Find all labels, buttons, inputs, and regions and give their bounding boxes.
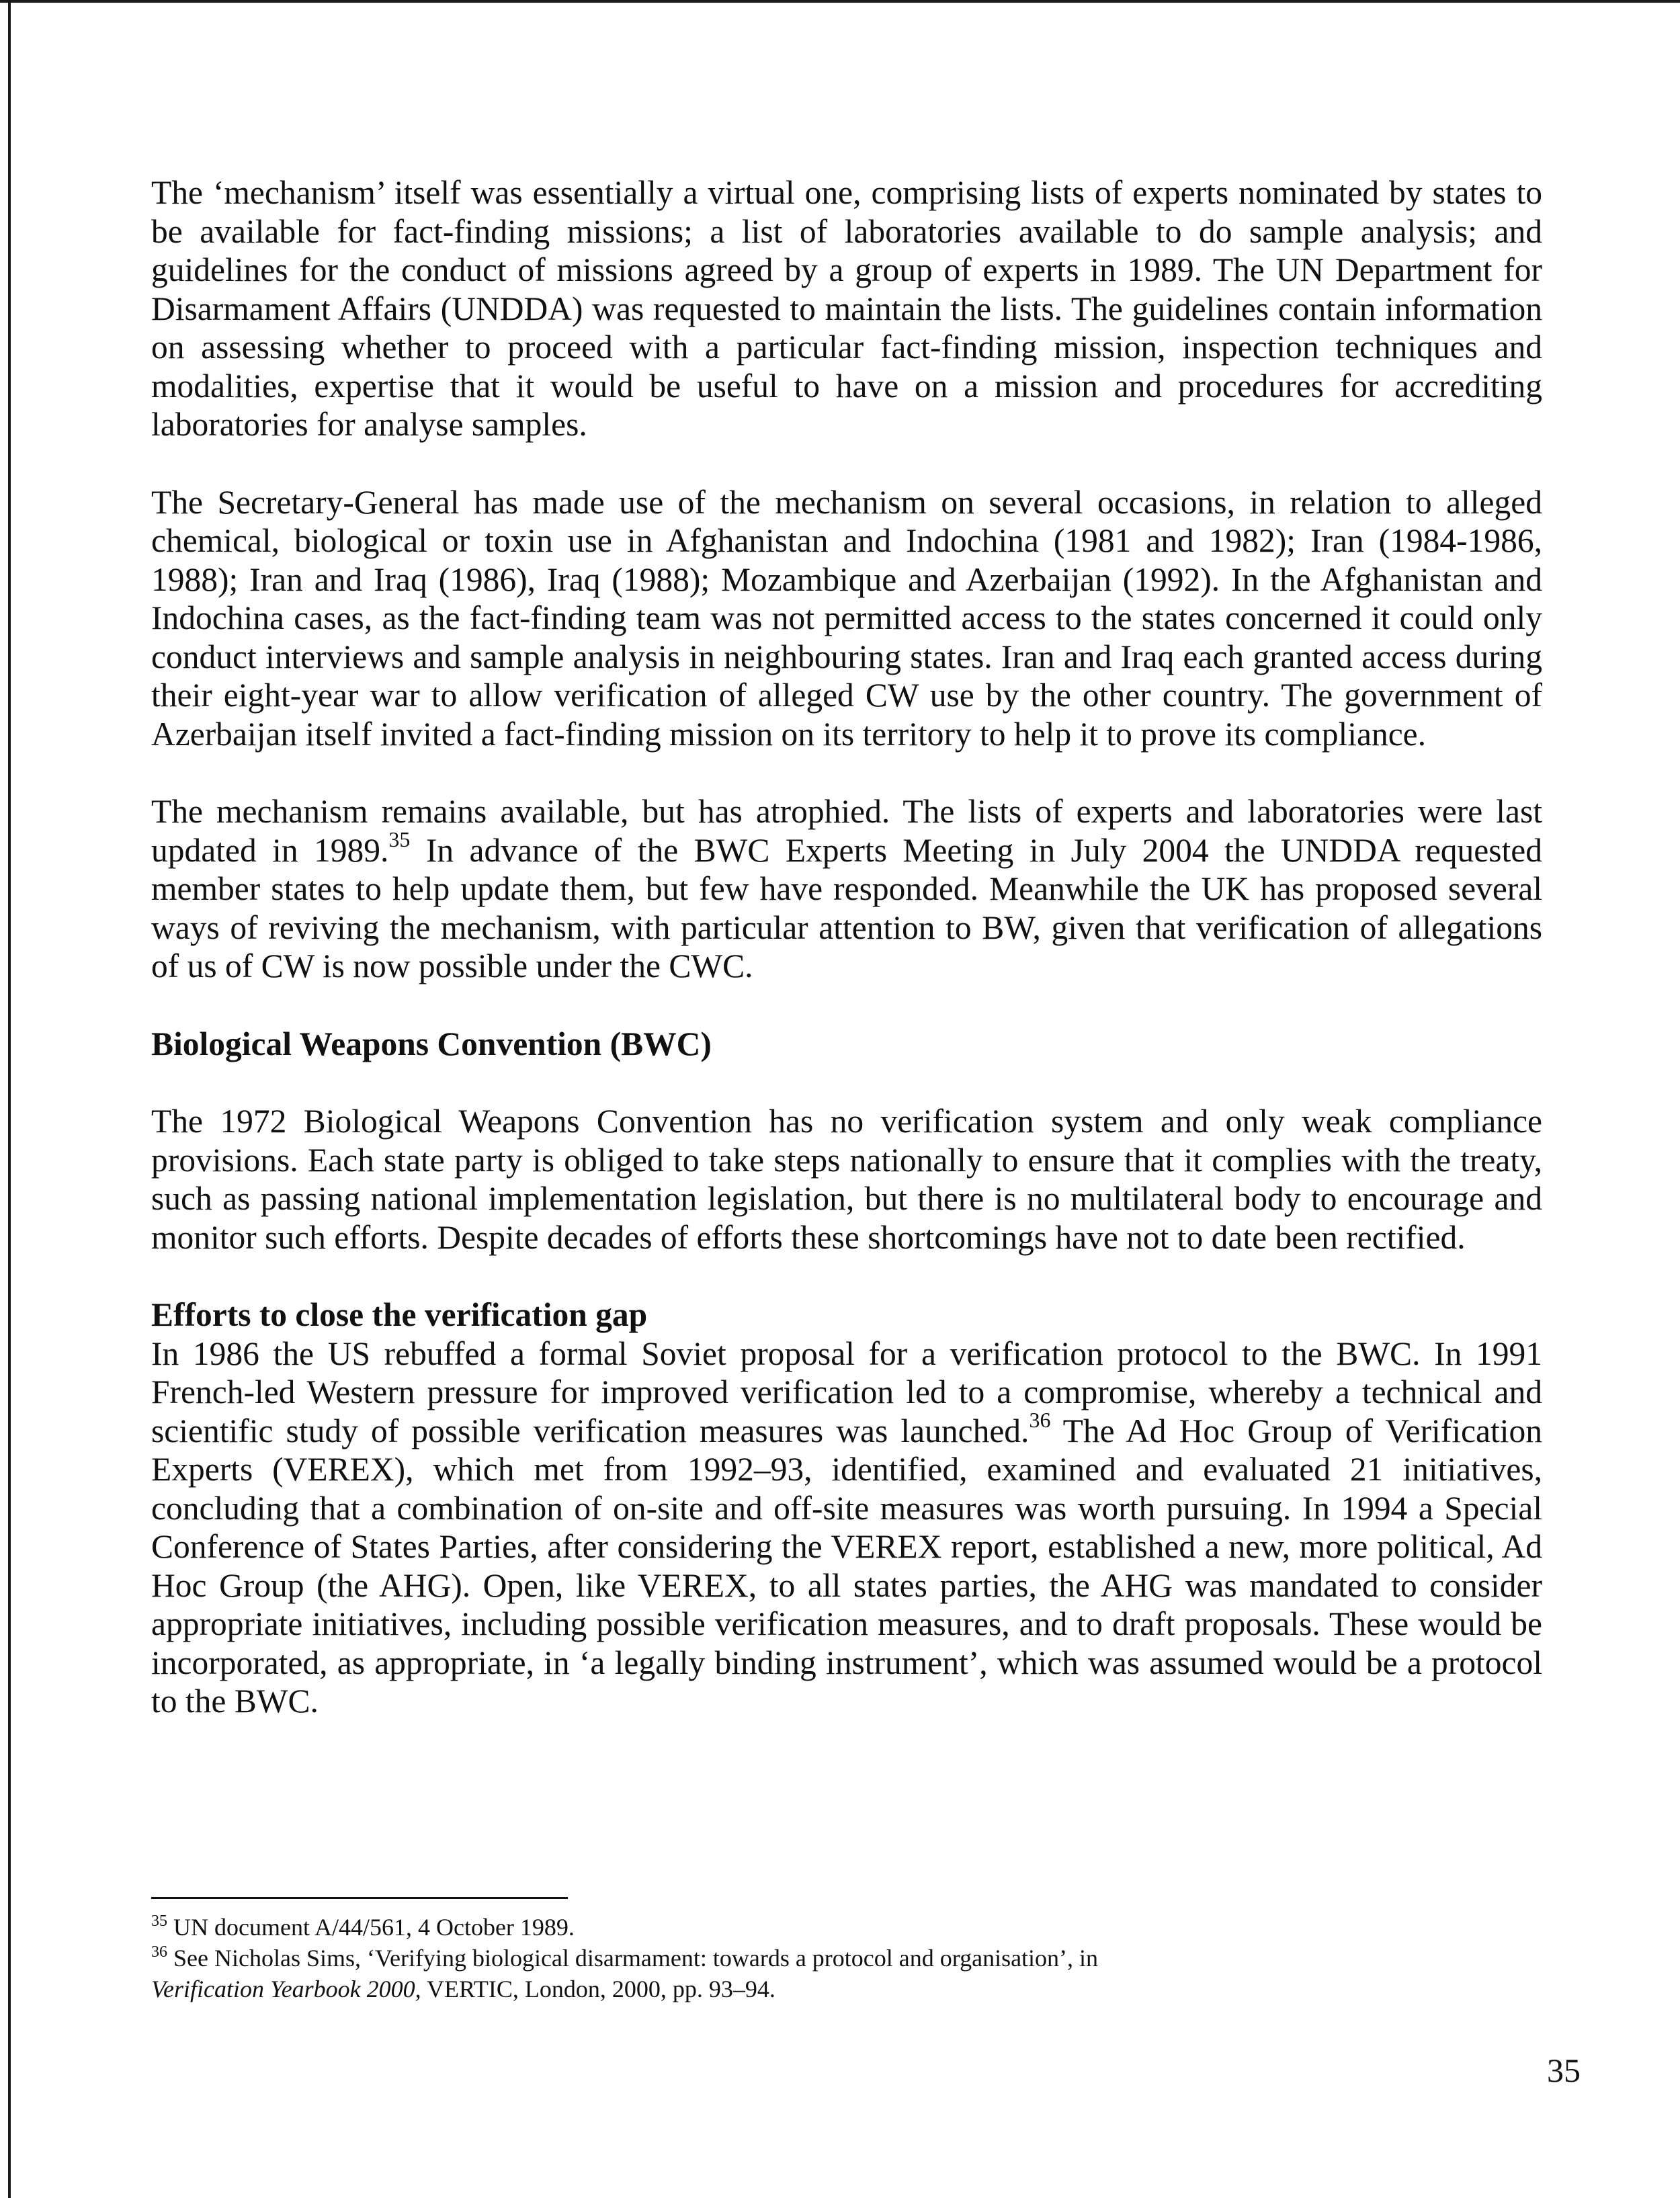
footnote-number: 35 — [151, 1912, 167, 1930]
paragraph-gap — [151, 986, 1542, 1025]
footnote-ref-36[interactable]: 36 — [1029, 1407, 1051, 1432]
paragraph-gap — [151, 1257, 1542, 1296]
paragraph-gap — [151, 753, 1542, 792]
scan-border-top — [0, 0, 1680, 3]
footnote-text: VERTIC, London, 2000, pp. 93–94. — [421, 1976, 775, 2002]
footnote-36 — [151, 1943, 1542, 1974]
footnote-36-continued — [151, 1974, 1542, 2004]
paragraph-text: In advance of the BWC Experts Meeting in July 2004 the UNDDA requested member states to help update them, but few have responded. Meanwhile the UK has proposed several ways of reviving the mechanism, with particular attention to BW, given that verification of allegations of us of CW is now possible under the CWC. — [151, 831, 1543, 984]
footnote-text: UN document A/44/561, 4 October 1989. — [167, 1914, 575, 1941]
paragraph-text: The mechanism remains available, but has atrophied. The lists of experts and laboratories were last updated in 1989. — [151, 793, 1542, 869]
footnote-ref-35[interactable]: 35 — [388, 827, 411, 851]
paragraph-text: The Ad Hoc Group of Verification Experts (VEREX), which met from 1992–93, identified, examined and evaluated 21 initiatives, concluding that a combination of on-site and off-site measures was worth pursuing. In 1994 a Special Conference of States Parties, after considering the VEREX report, established a new, more political, Ad Hoc Group (the AHG). Open, like VEREX, to all states parties, the AHG was mandated to consider appropriate initiatives, including possible verification measures, and to draft proposals. These would be incorporated, as appropriate, in ‘a legally binding instrument’, which was assumed would be a protocol to the BWC. — [151, 1412, 1542, 1720]
paragraph-mechanism-atrophied — [151, 792, 1542, 986]
paragraph-secretary-general: The Secretary-General has made use of the mechanism on several occasions, in relation to alleged chemical, biological or toxin use in Afghanistan and Indochina (1981 and 1982); Iran (1984-1986, 1988); Iran and Iraq (1986), Iraq (1988); Mozambique and Azerbaijan (1992). In the Afghanistan and Indochina cases, as the fact-finding team was not permitted access to the states concerned it could only conduct interviews and sample analysis in neighbouring states. Iran and Iraq each granted access during their eight-year war to allow verification of alleged CW use by the other country. The government of Azerbaijan itself invited a fact-finding mission on its territory to help it to prove its compliance. — [151, 483, 1542, 753]
page-number: 35 — [1547, 2052, 1581, 2089]
paragraph-gap — [151, 1063, 1542, 1102]
paragraph-bwc: The 1972 Biological Weapons Convention has no verification system and only weak compliance provisions. Each state party is obliged to take steps nationally to ensure that it complies with the treaty, such as passing national implementation legislation, but there is no multilateral body to encourage and monitor such efforts. Despite decades of efforts these shortcomings have not to date been rectified. — [151, 1103, 1542, 1256]
paragraph-mechanism: The ‘mechanism’ itself was essentially a virtual one, comprising lists of experts nominated by states to be available for fact-finding missions; a list of laboratories available to do sample analysis; and guidelines for the conduct of missions agreed by a group of experts in 1989. The UN Department for Disarmament Affairs (UNDDA) was requested to maintain the lists. The guidelines contain information on assessing whether to proceed with a particular fact-finding mission, inspection techniques and modalities, expertise that it would be useful to have on a mission and procedures for accrediting laboratories for analyse samples. — [151, 174, 1542, 443]
paragraph-efforts — [151, 1335, 1542, 1721]
footnote-text: See Nicholas Sims, ‘Verifying biological disarmament: towards a protocol and organisation’, in — [167, 1945, 1099, 1972]
heading-verification-gap: Efforts to close the verification gap — [151, 1296, 648, 1333]
footnote-number: 36 — [151, 1943, 167, 1961]
page-body — [151, 173, 1542, 1721]
footnote-publication-title: Verification Yearbook 2000, — [151, 1976, 421, 2002]
heading-bwc: Biological Weapons Convention (BWC) — [151, 1025, 712, 1062]
paragraph-gap — [151, 444, 1542, 483]
footnote-divider — [151, 1897, 568, 1899]
footnote-35 — [151, 1912, 1542, 1943]
paragraph-text: In 1986 the US rebuffed a formal Soviet proposal for a verification protocol to the BWC. In 1991 French-led Western pressure for improved verification led to a compromise, whereby a technical and scientific study of possible verification measures was launched. — [151, 1335, 1542, 1449]
footnotes — [151, 1912, 1542, 2004]
scan-border-left — [8, 0, 11, 2198]
